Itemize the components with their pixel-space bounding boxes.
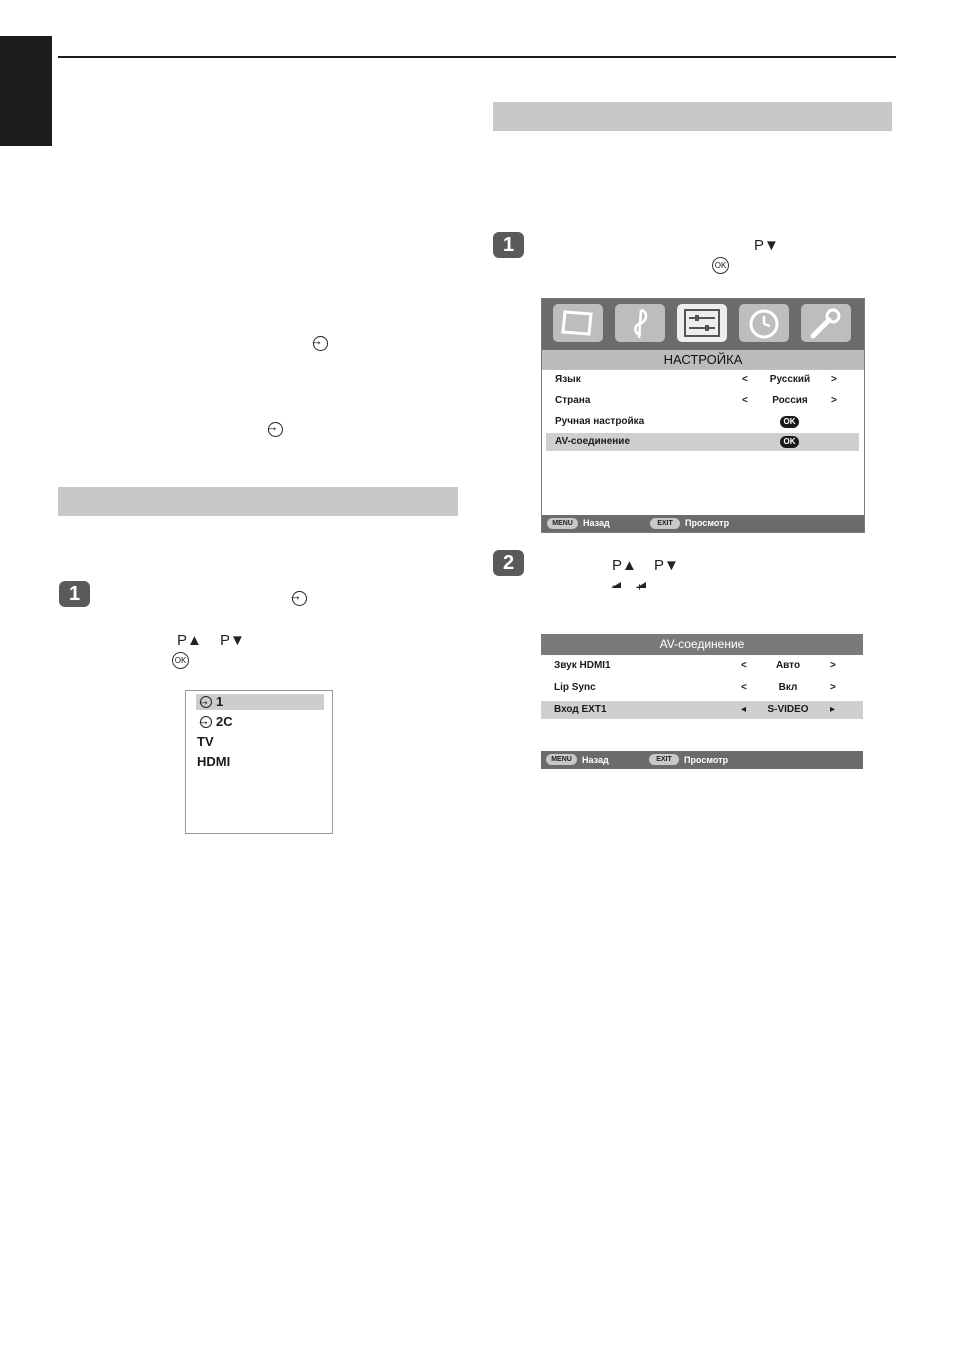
p-down-key-label: P▼: [220, 632, 245, 649]
source-item-label: HDMI: [197, 754, 231, 769]
row-label: Lip Sync: [554, 682, 596, 693]
header-rule: [58, 56, 896, 58]
ok-badge[interactable]: OK: [780, 416, 799, 428]
row-label: Звук HDMI1: [554, 660, 611, 671]
step-badge-1-right: 1: [493, 232, 524, 258]
source-item-1[interactable]: [196, 694, 324, 710]
menu-key-pill[interactable]: MENU: [546, 754, 577, 765]
source-input-icon: [292, 591, 307, 606]
settings-sliders-icon[interactable]: [677, 304, 727, 342]
view-label: Просмотр: [685, 518, 730, 528]
menu-key-pill[interactable]: MENU: [547, 518, 578, 529]
ok-button-icon: OK: [172, 652, 189, 669]
clock-icon[interactable]: [739, 304, 789, 342]
source-list-panel: [185, 690, 333, 834]
av-connection-menu: [541, 634, 863, 770]
row-value: Авто: [775, 660, 801, 671]
left-arrow-icon[interactable]: <: [741, 660, 747, 671]
row-label: AV-соединение: [555, 436, 631, 447]
plus-label: +: [636, 580, 644, 594]
source-item-label: TV: [197, 734, 214, 749]
language-side-tab: [0, 36, 52, 146]
step-badge-2-right: 2: [493, 550, 524, 576]
right-arrow-icon[interactable]: >: [830, 682, 836, 693]
row-label: Страна: [555, 395, 591, 406]
left-arrow-icon[interactable]: <: [742, 395, 748, 406]
row-value: S-VIDEO: [767, 704, 809, 715]
menu-row-manual-tuning[interactable]: [546, 413, 859, 431]
right-arrow-icon[interactable]: >: [830, 660, 836, 671]
source-input-icon: [200, 716, 212, 728]
menu-row-country[interactable]: [546, 392, 859, 410]
tv-picture-icon[interactable]: [553, 304, 603, 342]
section-header-bar-left: [58, 487, 458, 516]
music-note-icon[interactable]: [615, 304, 665, 342]
source-item-label: 2C: [216, 714, 233, 729]
row-value: Россия: [772, 395, 808, 406]
source-input-icon: [313, 336, 328, 351]
source-item-tv[interactable]: [197, 734, 325, 750]
right-arrow-icon[interactable]: >: [831, 395, 837, 406]
row-label: Вход EXT1: [554, 704, 607, 715]
menu-icon-strip: [542, 299, 864, 350]
p-down-key-label: P▼: [754, 237, 779, 254]
setup-menu-window: [541, 298, 865, 533]
wrench-icon[interactable]: [801, 304, 851, 342]
left-arrow-icon[interactable]: <: [741, 682, 747, 693]
p-up-key-label: P▲: [612, 557, 637, 574]
menu-title: НАСТРОЙКА: [542, 350, 864, 370]
ok-button-icon: OK: [712, 257, 729, 274]
row-label: Ручная настройка: [555, 416, 645, 427]
source-input-icon: [268, 422, 283, 437]
ok-badge[interactable]: OK: [780, 436, 799, 448]
row-value: Русский: [769, 374, 811, 385]
source-item-hdmi[interactable]: [197, 754, 325, 770]
view-label: Просмотр: [684, 755, 729, 765]
menu-row-language[interactable]: [546, 371, 859, 389]
menu-row-ext1-input[interactable]: [541, 701, 863, 719]
source-input-icon: [200, 696, 212, 708]
p-up-key-label: P▲: [177, 632, 202, 649]
step-badge-1-left: 1: [59, 581, 90, 607]
menu-row-hdmi-audio[interactable]: [541, 657, 863, 675]
left-arrow-icon[interactable]: <: [742, 374, 748, 385]
left-arrow-icon[interactable]: ◂: [741, 704, 747, 715]
source-item-2c[interactable]: [196, 714, 324, 730]
menu-footer: [541, 751, 863, 769]
p-down-key-label: P▼: [654, 557, 679, 574]
source-item-label: 1: [216, 694, 224, 709]
row-label: Язык: [555, 374, 581, 385]
menu-row-lip-sync[interactable]: [541, 679, 863, 697]
back-label: Назад: [583, 518, 610, 528]
exit-key-pill[interactable]: EXIT: [649, 754, 679, 765]
back-label: Назад: [582, 755, 609, 765]
right-arrow-icon[interactable]: >: [831, 374, 837, 385]
section-header-bar-right: [493, 102, 892, 131]
right-arrow-icon[interactable]: ▸: [830, 704, 836, 715]
exit-key-pill[interactable]: EXIT: [650, 518, 680, 529]
minus-label: −: [612, 579, 620, 593]
menu-footer: [542, 515, 864, 532]
menu-row-av-connection[interactable]: [546, 433, 859, 451]
row-value: Вкл: [778, 682, 798, 693]
menu-title: AV-соединение: [541, 634, 863, 655]
